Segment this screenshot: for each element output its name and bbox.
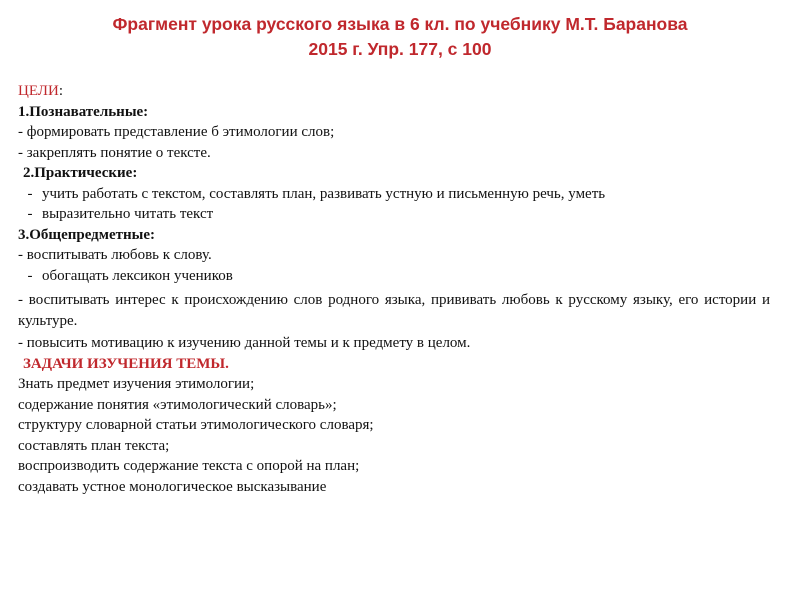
bullet-dash: - xyxy=(27,185,33,202)
task-item: создавать устное монологическое высказывание xyxy=(18,478,327,495)
practical-item xyxy=(18,204,770,225)
general-item: - воспитывать интерес к происхождению слов родного языка, прививать любовь к русскому языку, его истории и культуре. xyxy=(18,292,770,329)
lesson-body xyxy=(18,81,770,497)
cognitive-item: - формировать представление б этимологии слов; xyxy=(18,124,335,140)
bullet-dash: - xyxy=(27,267,33,284)
cognitive-heading: 1.Познавательные: xyxy=(18,103,149,120)
general-heading: 3.Общепредметные: xyxy=(18,226,156,243)
title-line-1: Фрагмент урока русского языка в 6 кл. по учебнику М.Т. Баранова xyxy=(112,14,688,34)
tasks-heading: ЗАДАЧИ ИЗУЧЕНИЯ ТЕМЫ. xyxy=(23,355,229,372)
practical-heading: 2.Практические: xyxy=(23,165,138,181)
practical-item-text: учить работать с текстом, составлять план, развивать устную и письменную речь, уметь xyxy=(42,185,606,202)
bullet-dash: - xyxy=(27,206,33,222)
task-item: Знать предмет изучения этимологии; xyxy=(18,376,255,392)
practical-item-text: выразительно читать текст xyxy=(42,206,214,222)
cognitive-item: - закреплять понятие о тексте. xyxy=(18,144,211,161)
title-line-2: 2015 г. Упр. 177, с 100 xyxy=(308,39,492,59)
task-item: структуру словарной статьи этимологического словаря; xyxy=(18,417,374,433)
goals-heading xyxy=(18,81,770,102)
task-item: составлять план текста; xyxy=(18,437,170,454)
general-item-text: обогащать лексикон учеников xyxy=(42,267,233,284)
goals-heading-colon: : xyxy=(58,83,63,99)
general-item: - воспитывать любовь к слову. xyxy=(18,247,212,263)
task-item: содержание понятия «этимологический словарь»; xyxy=(18,396,337,413)
general-item xyxy=(18,266,770,287)
lesson-title xyxy=(0,12,800,62)
task-item: воспроизводить содержание текста с опорой на план; xyxy=(18,458,360,474)
goals-heading-label: ЦЕЛИ xyxy=(18,83,59,99)
general-item: - повысить мотивацию к изучению данной темы и к предмету в целом. xyxy=(18,335,471,351)
practical-item xyxy=(18,184,770,205)
